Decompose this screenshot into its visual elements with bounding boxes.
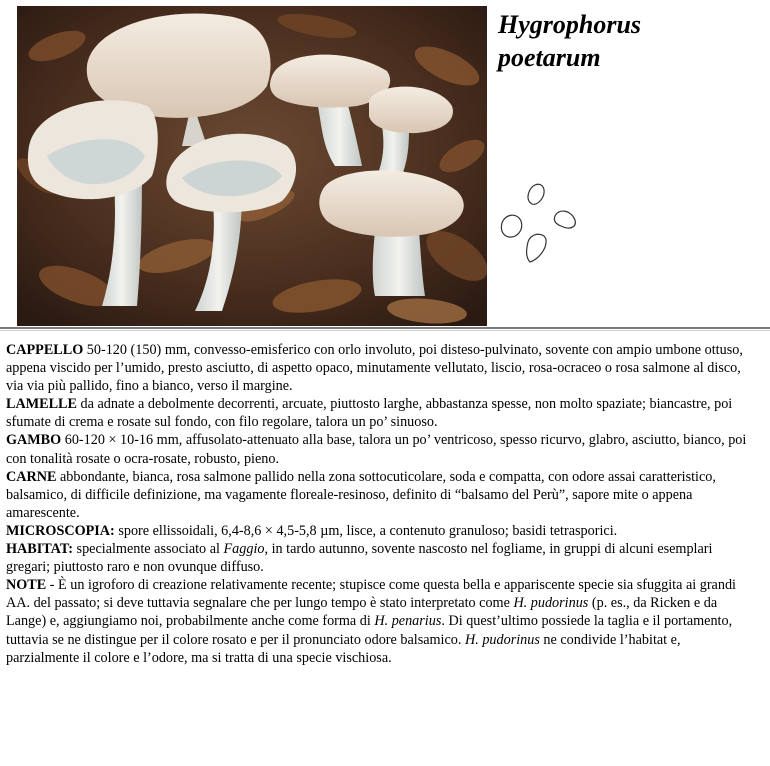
section-cappello: CAPPELLO 50-120 (150) mm, convesso-emisferico con orlo involuto, poi disteso-pulvinato, sovente con ampio umbone ottuso, appena viscido per l’umido, presto asciutto, di aspetto opaco, minutamente vellutato, liscio, rosa-ocraceo o rosa salmone al disco, via via più pallido, fino a bianco, verso il margine. xyxy=(6,342,743,395)
spore-outline xyxy=(528,184,544,204)
section-note: NOTE - È un igroforo di creazione relativamente recente; stupisce come questa bella e appariscente specie sia sfuggita ai grandi AA. del passato; si deve tuttavia segnalare che per lungo tempo è stato interpretato come H. pudorinus (p. es., da Ricken e da Lange) e, aggiungiamo noi, probabilmente anche come forma di H. penarius. Di quest’ultimo possiede la taglia e il portamento, tuttavia se ne distingue per il colore rosato e per il pronunciato odore balsamico. H. pudorinus ne condivide l’habitat e, parzialmente il colore e l’odore, ma si tratta di una specie vischiosa. xyxy=(6,577,736,666)
heading-carne: CARNE xyxy=(6,468,57,485)
spore-drawing xyxy=(495,178,585,270)
heading-cappello: CAPPELLO xyxy=(6,342,84,358)
spore-outline xyxy=(501,215,521,237)
section-carne: CARNE abbondante, bianca, rosa salmone pallido nella zona sottocuticolare, soda e compatta, con odore assai caratteristico, balsamico, di difficile definizione, ma vagamente floreale-resinoso, definito di “balsamo del Perù”, sapore mite o appena amarescente. xyxy=(6,468,716,521)
section-gambo: GAMBO 60-120 × 10-16 mm, affusolato-attenuato alla base, talora un po’ ventricoso, spesso ricurvo, glabro, asciutto, bianco, poi con tonalità rosate o ocra-rosate, robusto, pieno. xyxy=(6,432,747,467)
spore-outline xyxy=(527,234,546,262)
heading-gambo: GAMBO xyxy=(6,432,62,449)
heading-note: NOTE xyxy=(6,577,47,594)
section-microscopia: MICROSCOPIA: spore ellissoidali, 6,4-8,6 × 4,5-5,8 µm, lisce, a contenuto granuloso; basidi tetrasporici. xyxy=(6,522,618,539)
title-species: poetarum xyxy=(498,43,601,72)
description-text xyxy=(6,341,756,667)
section-lamelle: LAMELLE da adnate a debolmente decorrenti, arcuate, piuttosto larghe, abbastanza spesse, non molto spaziate; biancastre, poi sfumate di crema e rosate sul fondo, con filo regolare, talora un po’ sinuoso. xyxy=(6,396,733,431)
heading-lamelle: LAMELLE xyxy=(6,396,77,413)
spore-outline xyxy=(554,211,575,228)
species-title xyxy=(498,8,641,74)
title-genus: Hygrophorus xyxy=(498,10,642,39)
divider-line xyxy=(0,327,770,329)
heading-microscopia: MICROSCOPIA: xyxy=(6,522,115,539)
section-habitat: HABITAT: specialmente associato al Faggio, in tardo autunno, sovente nascosto nel fogliame, in gruppi di alcuni esemplari gregari; piuttosto raro e non ovunque diffuso. xyxy=(6,541,713,576)
heading-habitat: HABITAT: xyxy=(6,541,73,558)
mushroom-photo xyxy=(17,6,487,326)
divider-line-shadow xyxy=(0,330,770,331)
